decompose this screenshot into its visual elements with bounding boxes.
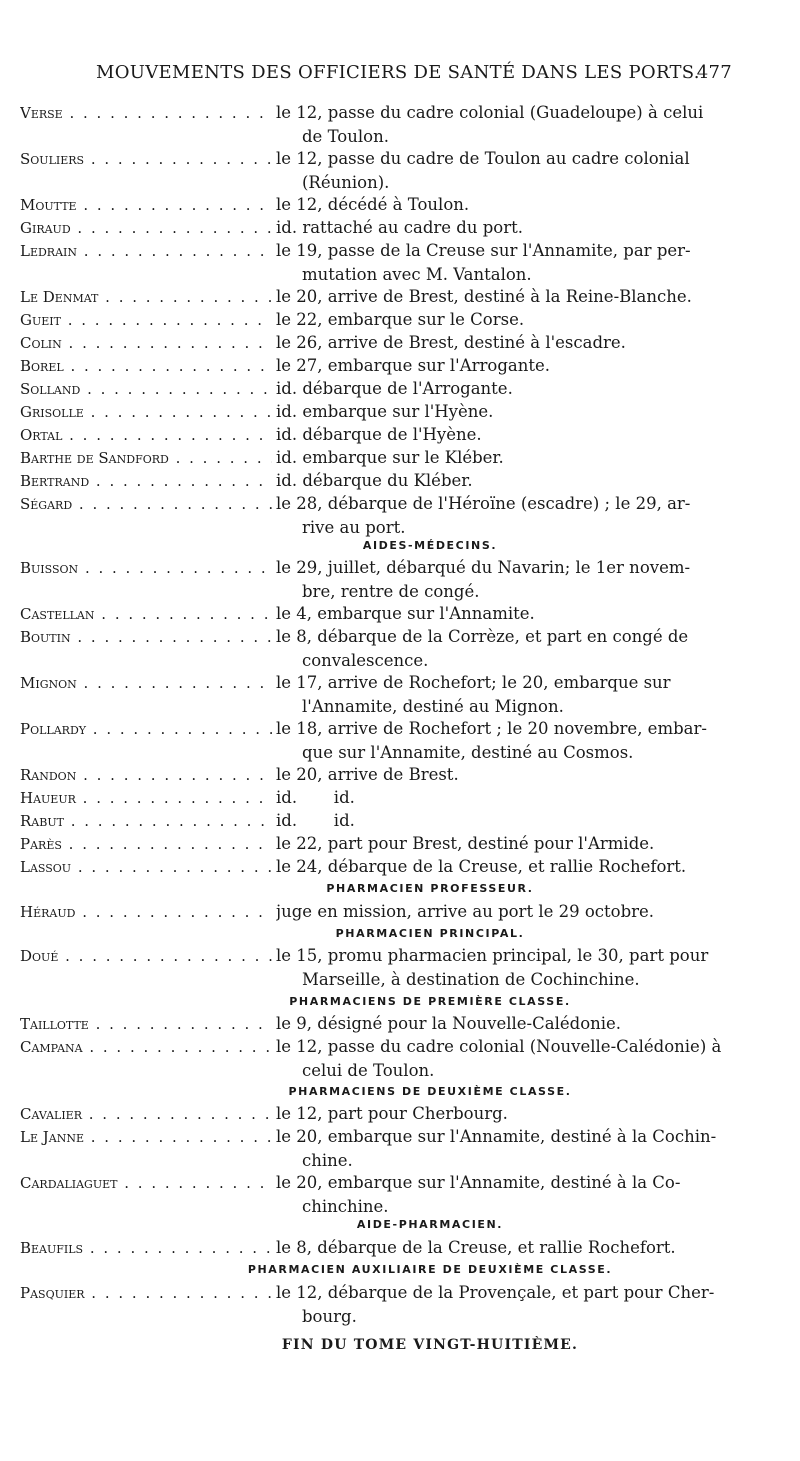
entry-text: le 22, embarque sur le Corse.: [276, 310, 525, 329]
entry-name: Héraud . . .: [20, 900, 272, 924]
entry-text: id. id.: [276, 788, 355, 807]
section-heading: AIDES-MÉDECINS.: [362, 539, 498, 552]
running-title: MOUVEMENTS DES OFFICIERS DE SANTÉ DANS LES PORTS.: [96, 62, 700, 83]
entry-name: Souliers . . .: [20, 147, 272, 171]
entry-name: Rabut . . .: [20, 809, 272, 833]
entry-text: le 22, part pour Brest, destiné pour l'Armide.: [276, 834, 655, 853]
entry-name: Mignon . . .: [20, 671, 272, 695]
entry-name: Bertrand . . .: [20, 469, 272, 493]
entry-text: id. débarque de l'Hyène.: [276, 425, 482, 444]
section-heading: PHARMACIEN AUXILIAIRE DE DEUXIÈME CLASSE.: [247, 1263, 613, 1276]
entry-text-continued: que sur l'Annamite, destiné au Cosmos.: [302, 743, 634, 762]
entry-text: le 12, passe du cadre de Toulon au cadre colonial: [276, 149, 690, 168]
entry-text: le 28, débarque de l'Héroïne (escadre) ; le 29, ar-: [276, 494, 691, 513]
entry-text: le 17, arrive de Rochefort; le 20, embarque sur: [276, 673, 671, 692]
section-heading: PHARMACIEN PROFESSEUR.: [326, 882, 534, 895]
entry-name: Ségard . . .: [20, 492, 272, 516]
entry-text: le 20, arrive de Brest.: [276, 765, 459, 784]
entry-name: Lassou . . .: [20, 855, 272, 879]
entry-name: Taillotte . . .: [20, 1012, 272, 1036]
entry-text-continued: (Réunion).: [302, 173, 390, 192]
entry-text: le 12, débarque de la Provençale, et part pour Cher-: [276, 1283, 715, 1302]
entry-text: juge en mission, arrive au port le 29 octobre.: [276, 902, 655, 921]
entry-name: Campana . . .: [20, 1035, 272, 1059]
entry-text: le 8, débarque de la Corrèze, et part en congé de: [276, 627, 689, 646]
entry-name: Ledrain . . .: [20, 239, 272, 263]
entry-text: le 8, débarque de la Creuse, et rallie Rochefort.: [276, 1238, 676, 1257]
entry-name: Cavalier . . .: [20, 1102, 272, 1126]
entry-text: id. rattaché au cadre du port.: [276, 218, 523, 237]
entry-text: le 26, arrive de Brest, destiné à l'escadre.: [276, 333, 626, 352]
entry-name: Borel . . .: [20, 354, 272, 378]
entry-text: id. id.: [276, 811, 355, 830]
entry-name: Doué . . .: [20, 944, 272, 968]
entry-name: Le Denmat . . .: [20, 285, 272, 309]
entry-name: Castellan . . .: [20, 602, 272, 626]
entry-text-continued: celui de Toulon.: [302, 1061, 435, 1080]
page-header: [96, 62, 732, 88]
entry-text: le 27, embarque sur l'Arrogante.: [276, 356, 550, 375]
entry-text-continued: rive au port.: [302, 518, 406, 537]
entry-text-continued: chine.: [302, 1151, 353, 1170]
entry-text-continued: bre, rentre de congé.: [302, 582, 480, 601]
entry-name: Boutin . . .: [20, 625, 272, 649]
entry-name: Grisolle . . .: [20, 400, 272, 424]
section-heading: PHARMACIENS DE DEUXIÈME CLASSE.: [288, 1085, 572, 1098]
entry-text: le 24, débarque de la Creuse, et rallie Rochefort.: [276, 857, 687, 876]
entry-name: Buisson . . .: [20, 556, 272, 580]
entry-text: id. embarque sur le Kléber.: [276, 448, 504, 467]
entry-name: Gueit . . .: [20, 308, 272, 332]
entry-text-continued: Marseille, à destination de Cochinchine.: [302, 970, 640, 989]
entry-text-continued: chinchine.: [302, 1197, 389, 1216]
entry-name: Pollardy . . .: [20, 717, 272, 741]
entry-text-continued: l'Annamite, destiné au Mignon.: [302, 697, 564, 716]
entry-name: Cardaliaguet . . .: [20, 1171, 272, 1195]
entry-text-continued: bourg.: [302, 1307, 357, 1326]
page-number: 477: [696, 62, 732, 83]
entry-text: le 20, arrive de Brest, destiné à la Reine-Blanche.: [276, 287, 692, 306]
entry-name: Beaufils . . .: [20, 1236, 272, 1260]
entry-text: le 15, promu pharmacien principal, le 30, part pour: [276, 946, 709, 965]
entry-name: Ortal . . .: [20, 423, 272, 447]
entry-name: Moutte . . .: [20, 193, 272, 217]
entry-name: Parès . . .: [20, 832, 272, 856]
entry-text: le 12, décédé à Toulon.: [276, 195, 470, 214]
entry-text-continued: de Toulon.: [302, 127, 389, 146]
entry-text: le 4, embarque sur l'Annamite.: [276, 604, 535, 623]
section-heading: AIDE-PHARMACIEN.: [356, 1218, 504, 1231]
entry-name: Colin . . .: [20, 331, 272, 355]
entry-text-continued: convalescence.: [302, 651, 429, 670]
entry-text: le 18, arrive de Rochefort ; le 20 novembre, embar-: [276, 719, 707, 738]
entry-name: Barthe de Sandford . . .: [20, 446, 272, 470]
entry-text: le 12, passe du cadre colonial (Guadeloupe) à celui: [276, 103, 704, 122]
entry-name: Le Janne . . .: [20, 1125, 272, 1149]
entry-text: le 19, passe de la Creuse sur l'Annamite, par per-: [276, 241, 691, 260]
entry-name: Pasquier . . .: [20, 1281, 272, 1305]
end-of-volume-note: FIN DU TOME VINGT-HUITIÈME.: [281, 1337, 579, 1353]
entry-text: le 29, juillet, débarqué du Navarin; le 1er novem-: [276, 558, 691, 577]
entry-text: id. débarque du Kléber.: [276, 471, 473, 490]
entry-name: Solland . . .: [20, 377, 272, 401]
entry-text: id. embarque sur l'Hyène.: [276, 402, 494, 421]
entry-name: Giraud . . .: [20, 216, 272, 240]
entry-name: Haueur . . .: [20, 786, 272, 810]
entry-text: le 9, désigné pour la Nouvelle-Calédonie.: [276, 1014, 622, 1033]
entry-text: id. débarque de l'Arrogante.: [276, 379, 513, 398]
section-heading: PHARMACIEN PRINCIPAL.: [335, 927, 525, 940]
entry-text: le 12, part pour Cherbourg.: [276, 1104, 508, 1123]
entry-text: le 12, passe du cadre colonial (Nouvelle-Calédonie) à: [276, 1037, 722, 1056]
entry-text-continued: mutation avec M. Vantalon.: [302, 265, 532, 284]
entry-text: le 20, embarque sur l'Annamite, destiné à la Cochin-: [276, 1127, 717, 1146]
entry-name: Randon . . .: [20, 763, 272, 787]
section-heading: PHARMACIENS DE PREMIÈRE CLASSE.: [289, 995, 571, 1008]
entry-text: le 20, embarque sur l'Annamite, destiné à la Co-: [276, 1173, 681, 1192]
entry-name: Verse . . .: [20, 101, 272, 125]
